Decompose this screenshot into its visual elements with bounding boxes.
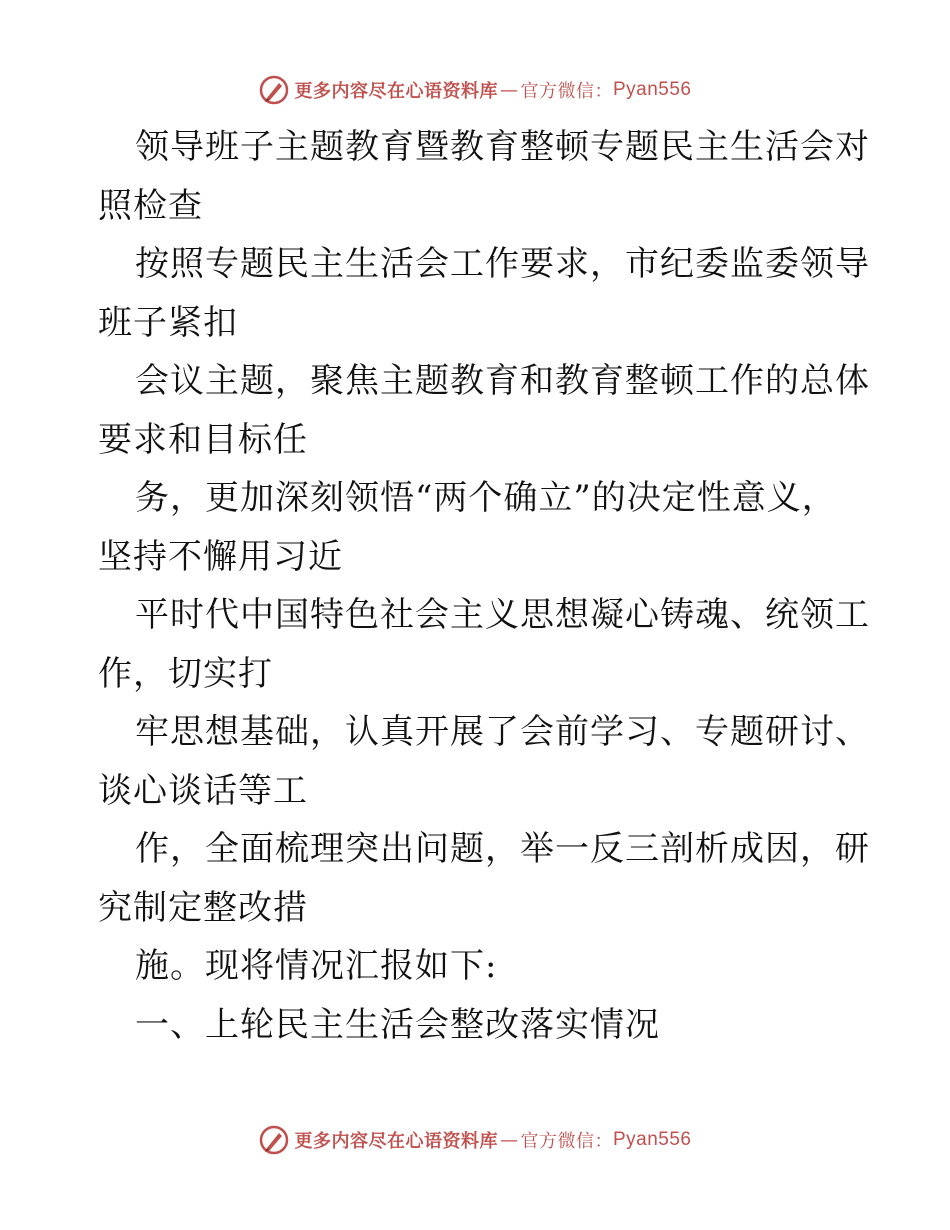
- text-line: 班子紧扣: [98, 302, 238, 343]
- watermark-text: 更多内容尽在心语资料库: [294, 81, 498, 102]
- text-line: 施。现将情况汇报如下:: [135, 946, 498, 986]
- text-line: 务，更加深刻领悟“两个确立”的决定性意义，: [135, 478, 837, 518]
- text-line: 谈心谈话等工: [98, 770, 308, 811]
- pen-logo-icon: [258, 1124, 290, 1156]
- watermark-dash: —: [499, 79, 519, 101]
- watermark-wechat-label: 官方微信：: [520, 1131, 613, 1152]
- watermark-footer: [0, 1120, 950, 1160]
- pen-logo-icon: [258, 74, 290, 106]
- text-line: 牢思想基础，认真开展了会前学习、专题研讨、: [135, 712, 870, 752]
- text-line: 究制定整改措: [98, 887, 308, 928]
- watermark-wechat-id: Pyan556: [612, 1129, 692, 1150]
- text-line: 坚持不懈用习近: [98, 536, 343, 577]
- text-line: 作，切实打: [98, 653, 273, 694]
- text-line: 会议主题，聚焦主题教育和教育整顿工作的总体: [135, 361, 870, 401]
- text-line: 按照专题民主生活会工作要求，市纪委监委领导: [135, 244, 870, 284]
- watermark-header: [0, 70, 950, 110]
- text-line: 一、上轮民主生活会整改落实情况: [135, 1004, 660, 1045]
- watermark-wechat-label: 官方微信：: [520, 81, 613, 102]
- watermark-wechat-id: Pyan556: [612, 79, 692, 100]
- document-body: [98, 118, 870, 1054]
- text-line: 照检查: [98, 185, 203, 226]
- text-line: 作，全面梳理突出问题，举一反三剖析成因，研: [135, 829, 870, 869]
- text-line: 领导班子主题教育暨教育整顿专题民主生活会对: [135, 127, 870, 167]
- watermark-text: 更多内容尽在心语资料库: [294, 1131, 498, 1152]
- text-line: 平时代中国特色社会主义思想凝心铸魂、统领工: [135, 595, 870, 635]
- watermark-dash: —: [499, 1129, 519, 1151]
- text-line: 要求和目标任: [98, 419, 308, 460]
